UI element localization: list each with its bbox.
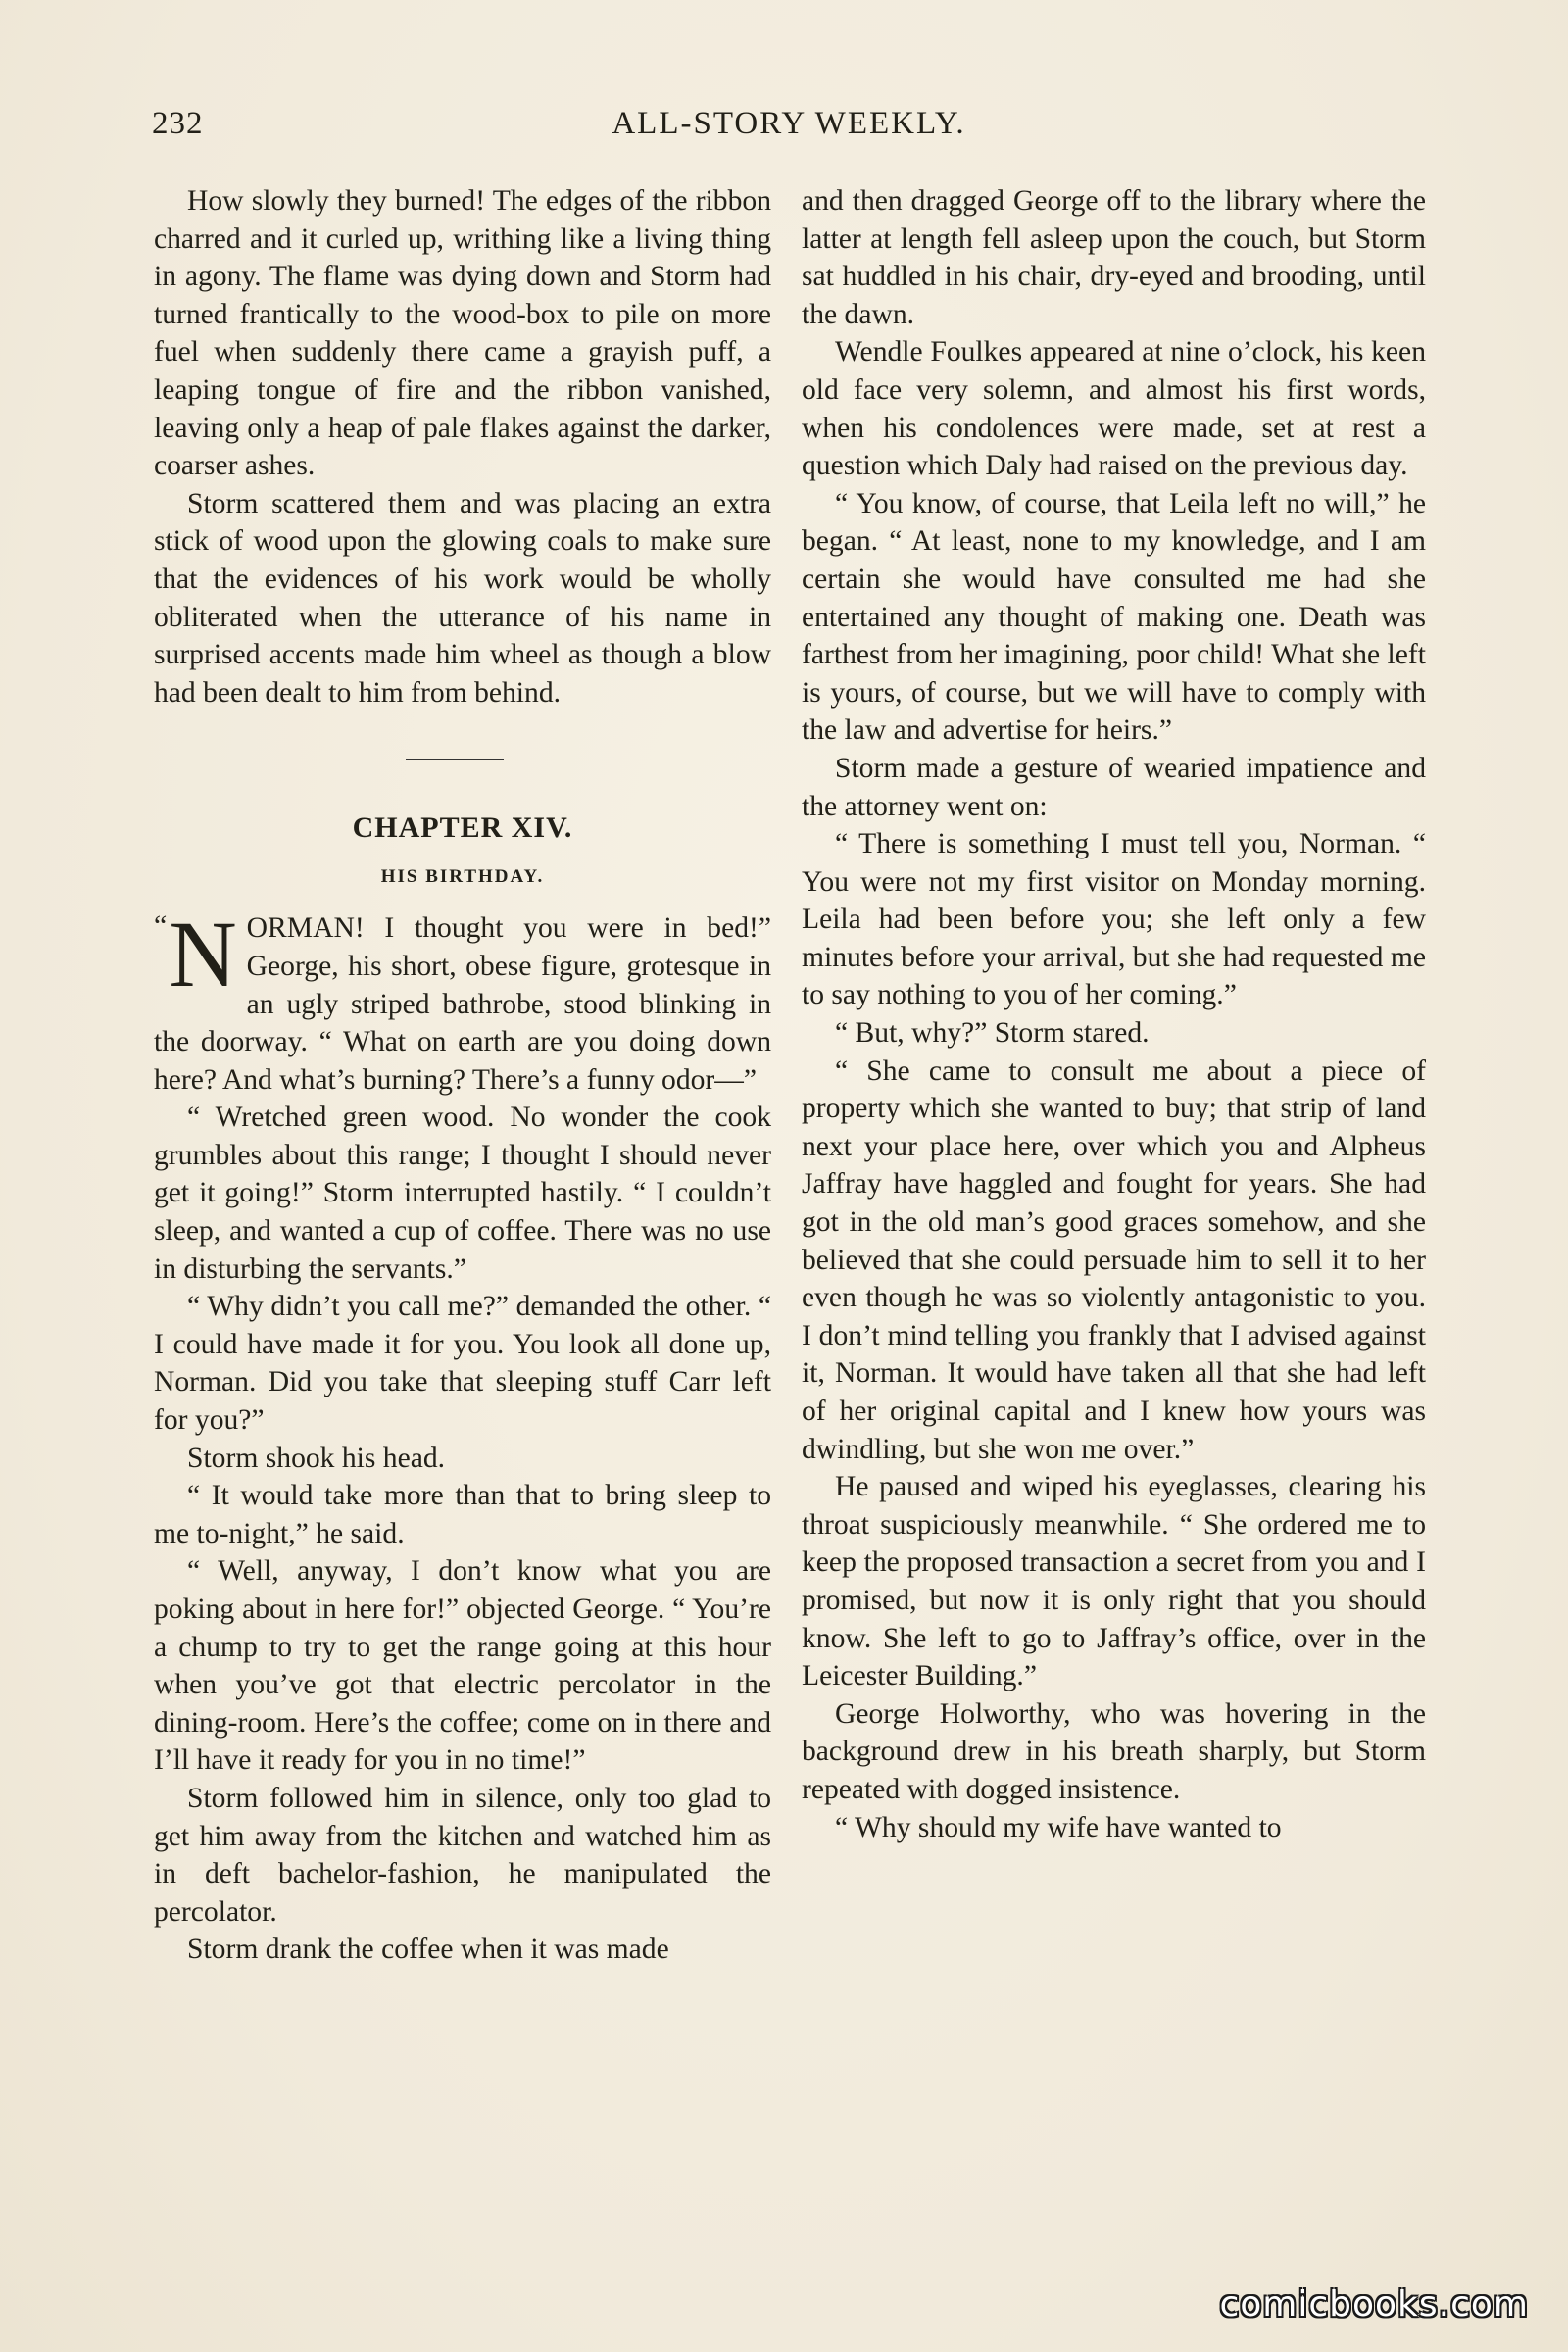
- paragraph: “ You know, of course, that Leila left no will,” he began. “ At least, none to my knowledge, and I am certain she would have consulted me had she entertained any thought of making one. Death was farthest from her imagining, poor child! What she left is yours, of course, but we will have to comply with the law and advertise for heirs.”: [802, 487, 1426, 747]
- magazine-title: ALL-STORY WEEKLY.: [612, 106, 966, 141]
- chapter-opening-paragraph: [154, 902, 771, 1099]
- chapter-subtitle: HIS BIRTHDAY.: [380, 866, 545, 888]
- paragraph: “ Wretched green wood. No wonder the cook grumbles about this range; I thought I should never get it going!” Storm interrupted hastily. “ I couldn’t sleep, and wanted a cup of coffee. There was no use in disturbing the servants.”: [154, 1102, 771, 1285]
- opening-text: ORMAN! I thought you were in bed!” George, his short, obese figure, grotesque in an ugly striped bathrobe, stood blinking in the doorway. “ What on earth are you doing down here? And what’s burning? There’s a funny odor—”: [154, 912, 771, 1096]
- page-number: 232: [152, 106, 204, 141]
- paragraph: Storm scattered them and was placing an extra stick of wood upon the glowing coals to make sure that the evidences of his work would be wholly obliterated when the utterance of his name in surprised accents made him wheel as though a blow had been dealt to him from behind.: [154, 487, 771, 709]
- paragraph: Storm made a gesture of wearied impatience and the attorney went on:: [802, 752, 1426, 822]
- watermark-logo: comicbooks.com: [1219, 2284, 1529, 2325]
- paragraph: “ Why should my wife have wanted to: [835, 1811, 1282, 1843]
- paragraph: Storm drank the coffee when it was made: [187, 1934, 669, 1966]
- right-column: [802, 182, 1426, 1846]
- section-divider: [154, 711, 771, 809]
- paragraph: How slowly they burned! The edges of the ribbon charred and it curled up, writhing like a living thing in agony. The flame was dying down and Storm had turned frantically to the wood-box to pile on more fuel when suddenly there came a grayish puff, a leaping tongue of fire and the ribbon vanished, leaving only a heap of pale flakes against the darker, coarser ashes.: [154, 185, 771, 482]
- drop-cap: N: [169, 902, 237, 1007]
- paragraph: “ Why didn’t you call me?” demanded the other. “ I could have made it for you. You look all done up, Norman. Did you take that sleeping stuff Carr left for you?”: [154, 1291, 771, 1437]
- paragraph: Storm shook his head.: [187, 1442, 446, 1474]
- opening-quote: “: [154, 909, 168, 943]
- divider-rule: [406, 759, 504, 760]
- left-column: [154, 182, 771, 1969]
- paragraph: “ She came to consult me about a piece of property which she wanted to buy; that strip of land next your place here, over which you and Alpheus Jaffray have haggled and fought for years. She had got in the old man’s good graces somehow, and she believed that she could persuade him to sell it to her even though he was so violently antagonistic to you. I don’t mind telling you frankly that I advised against it, Norman. It would have taken all that she had left of her original capital and I knew how yours was dwindling, but she won me over.”: [802, 1054, 1426, 1465]
- page-header: [152, 106, 1426, 161]
- paragraph: “ It would take more than that to bring sleep to me to-night,” he said.: [154, 1480, 771, 1549]
- paragraph: Storm followed him in silence, only too glad to get him away from the kitchen and watched him as in deft bachelor-fashion, he manipulated the percolator.: [154, 1782, 771, 1928]
- paragraph: “ But, why?” Storm stared.: [835, 1017, 1150, 1050]
- chapter-heading: CHAPTER XIV.: [352, 811, 573, 845]
- paragraph: “ Well, anyway, I don’t know what you are poking about in here for!” objected George. “ You’re a chump to try to get the range going at this hour when you’ve got that electric percolator in the dining-room. Here’s the coffee; come on in there and I’ll have it ready for you in no time!”: [154, 1555, 771, 1777]
- paragraph: Wendle Foulkes appeared at nine o’clock, his keen old face very solemn, and almost his first words, when his condolences were made, set at rest a question which Daly had raised on the previous day.: [802, 336, 1426, 482]
- paragraph: He paused and wiped his eyeglasses, clearing his throat suspiciously meanwhile. “ She ordered me to keep the proposed transaction a secret from you and I promised, but now it is only right that you should know. She left to go to Jaffray’s office, over in the Leicester Building.”: [802, 1471, 1426, 1692]
- paragraph: George Holworthy, who was hovering in the background drew in his breath sharply, but Storm repeated with dogged insistence.: [802, 1697, 1426, 1805]
- paragraph: “ There is something I must tell you, Norman. “ You were not my first visitor on Monday morning. Leila had been before you; she left only a few minutes before your arrival, but she had requested me to say nothing to you of her coming.”: [802, 828, 1426, 1011]
- continued-paragraph: and then dragged George off to the library where the latter at length fell asleep upon the couch, but Storm sat huddled in his chair, dry-eyed and brooding, until the dawn.: [802, 185, 1426, 330]
